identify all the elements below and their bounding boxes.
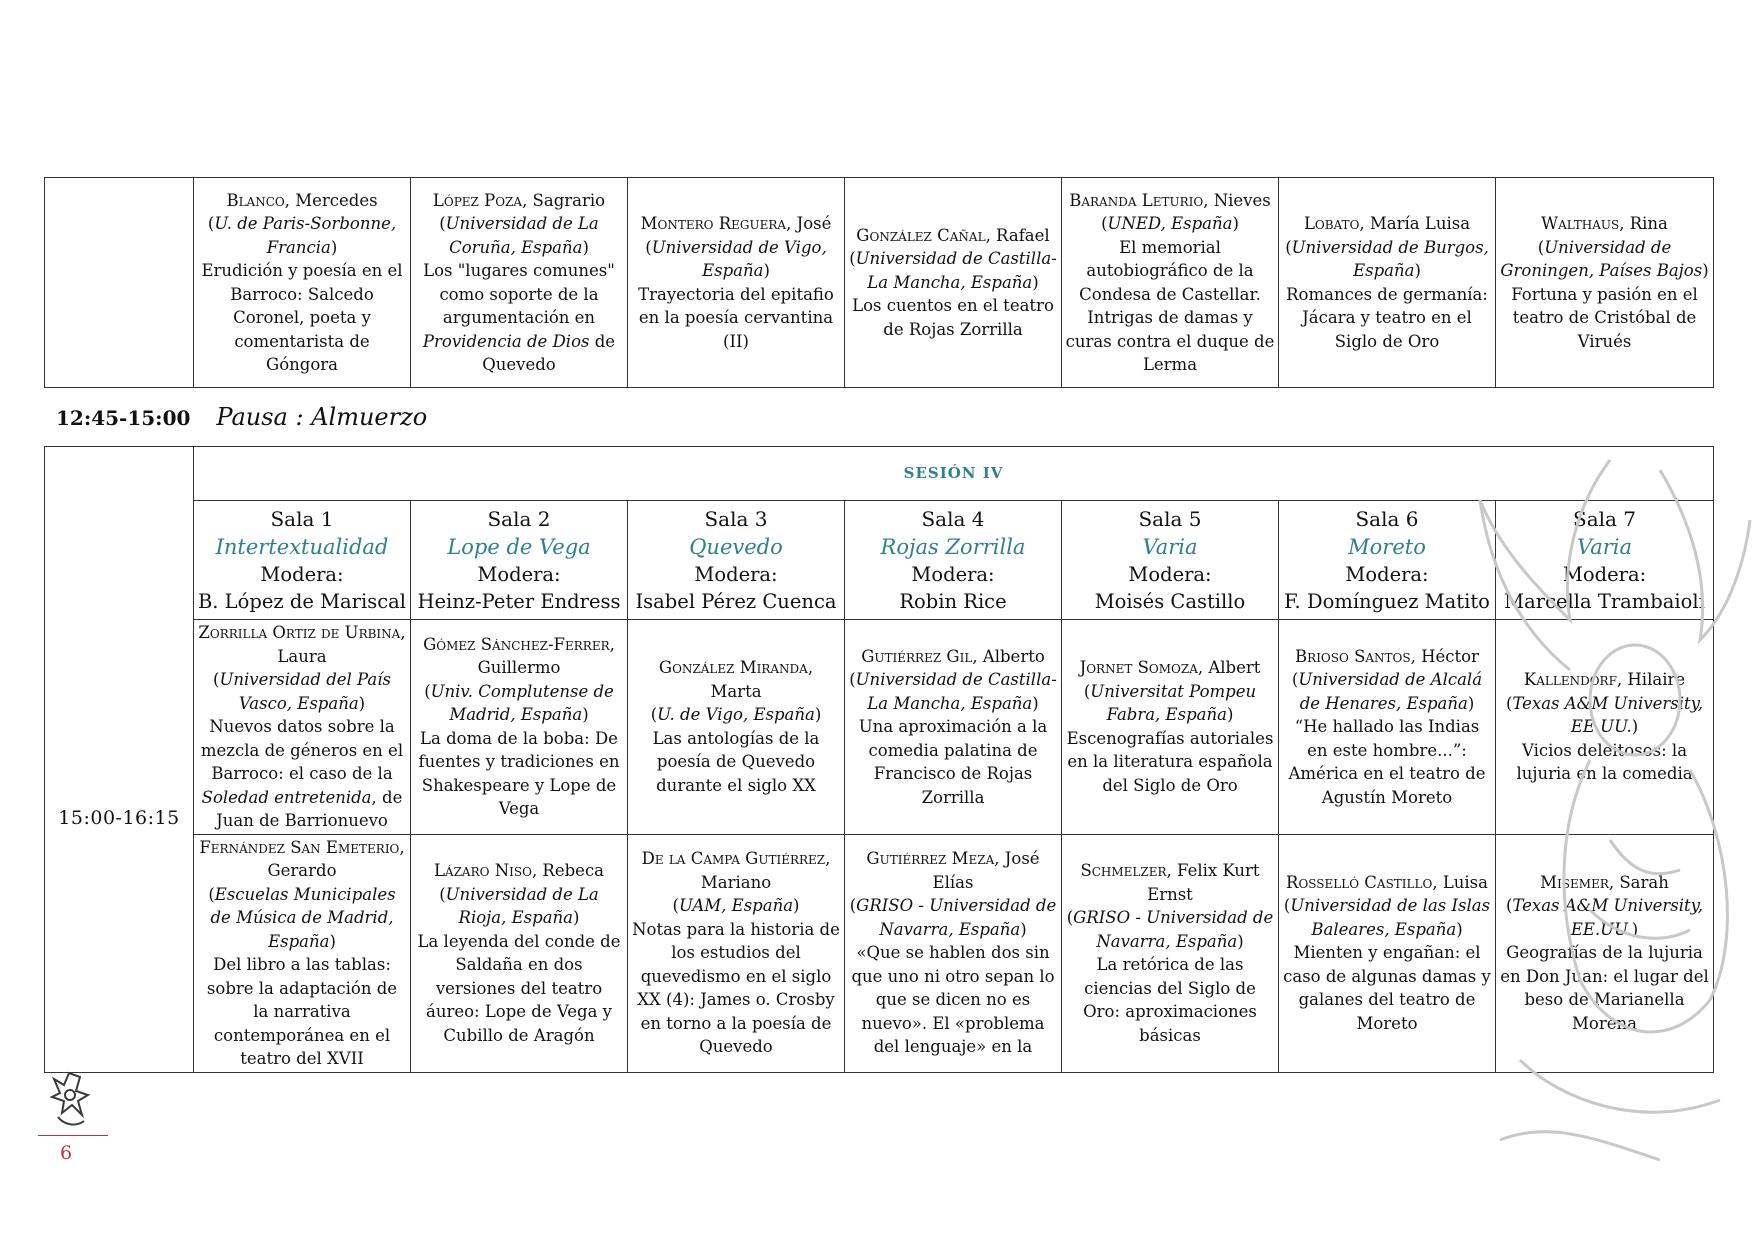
affiliation: Universitat Pompeu Fabra, España [1090,681,1257,725]
room-theme: Varia [1142,535,1198,559]
paper-title: Vicios deleitosos: la lujuria en la comedia [1516,740,1693,783]
affiliation: Univ. Complutense de Madrid, España [430,681,614,725]
author-surname: González Miranda [658,658,808,678]
affiliation: UNED, España [1107,214,1233,233]
author-surname: Rosselló Castillo [1286,872,1433,892]
paper-title: Geografías de la lujuria en Don Juan: el lugar del beso de Marianella Morena [1500,943,1709,1033]
affiliation: Universidad de Castilla-La Mancha, España [855,249,1057,292]
footer-rule [38,1135,108,1136]
moderator-name: F. Domínguez Matito [1284,590,1490,613]
author-surname: Zorrilla Ortiz de Urbina [198,623,401,642]
author-given-name: , Felix Kurt Ernst [1147,861,1260,904]
author-surname: Misemer [1540,872,1609,892]
paper-title: Una aproximación a la comedia palatina de Francisco de Rojas Zorrilla [858,717,1048,807]
room-cell [194,501,411,620]
paper-title: El memorial autobiográfico de la Condesa de Castellar. Intrigas de damas y curas contra el duque de Lerma [1065,237,1275,374]
author-given-name: , Alberto [972,646,1045,666]
affiliation: GRISO - Universidad de Navarra, España [856,896,1057,939]
affiliation: U. de Vigo, España [657,705,815,725]
affiliation-open: ( [213,670,220,689]
moderator-name: Isabel Pérez Cuenca [635,590,837,613]
paper-cell [194,834,411,1072]
affiliation-close: ) [358,693,366,713]
affiliation-open: ( [439,214,446,233]
affiliation-open: ( [650,705,658,725]
paper-cell [628,620,845,835]
moderator-label: Modera: [477,563,561,586]
author-surname: Jornet Somoza [1079,658,1198,678]
paper-title: Del libro a las tablas: sobre la adaptación de la narrativa contemporánea en el teatro del XVII [206,955,398,1068]
paper-title: Romances de germanía: Jácara y teatro en el Siglo de Oro [1286,284,1488,351]
affiliation: Texas A&M University, EE.UU. [1512,693,1704,736]
moderator-label: Modera: [1345,563,1429,586]
affiliation: GRISO - Universidad de Navarra, España [1073,908,1274,951]
affiliation-open: ( [1505,693,1513,713]
paper-cell [1496,178,1714,388]
paper-title: «Que se hablen dos sin que uno ni otro sepan lo que se dicen no es nuevo». El «problema del lenguaje» en la [851,943,1055,1057]
affiliation: Universidad de Alcalá de Henares, España [1298,670,1483,713]
affiliation-close: ) [1467,693,1475,713]
session-header-row [45,447,1714,501]
affiliation-open: ( [439,884,446,904]
affiliation-open: ( [208,884,215,904]
room-name: Sala 6 [1355,507,1419,531]
paper-title: Erudición y poesía en el Barroco: Salcedo Coronel, poeta y comentarista de Góngora [201,261,403,374]
paper-cell [628,834,845,1072]
room-name: Sala 1 [270,507,334,531]
affiliation-close: ) [763,261,770,280]
affiliation-close: ) [793,896,800,916]
paper-title: Mienten y engañan: el caso de algunas damas y galanes del teatro de Moreto [1283,943,1491,1033]
paper-row-2 [45,834,1714,1072]
author-surname: Montero Reguera [640,214,787,233]
paper-title: Fortuna y pasión en el teatro de Cristóbal de Virués [1511,284,1698,351]
paper-title-end: de Quevedo [482,331,616,374]
affiliation-close: ) [814,705,822,725]
author-given-name: , Guillermo [477,634,615,678]
paper-cell [845,178,1062,388]
moderator-name: Robin Rice [899,590,1007,613]
paper-title: La leyenda del conde de Saldaña en dos versiones del teatro áureo: Lope de Vega y Cubillo de Aragón [417,931,621,1045]
paper-cell [1062,178,1279,388]
author-given-name: , María Luisa [1359,214,1471,233]
room-cell [628,501,845,620]
affiliation: U. de Paris-Sorbonne, Francia [214,214,397,257]
room-name: Sala 3 [704,507,768,531]
affiliation-close: ) [1702,261,1709,280]
paper-title: La doma de la boba: De fuentes y tradiciones en Shakespeare y Lope de Vega [418,728,620,819]
affiliation-open: ( [672,896,679,916]
paper-title: “He hallado las Indias en este hombre...”: América en el teatro de Agustín Moreto [1288,717,1486,807]
room-cell [1279,501,1496,620]
author-given-name: , José [786,214,832,233]
author-surname: De la Campa Gutiérrez [641,849,826,869]
affiliation: Universidad del País Vasco, España [219,670,391,713]
author-surname: López Poza [432,190,523,210]
room-cell [1496,501,1714,620]
affiliation-open: ( [1083,681,1091,701]
paper-cell [1496,620,1714,835]
affiliation-close: ) [582,705,589,725]
affiliation-close: ) [330,237,338,257]
pause-time: 12:45-15:00 [56,406,191,430]
paper-title: Notas para la historia de los estudios del quevedismo en el siglo XX (4): James o. Crosby en torno a la poesía de Quevedo [632,919,840,1057]
author-given-name: , Albert [1197,658,1261,678]
affiliation-close: ) [1226,705,1234,725]
author-given-name: , Sarah [1608,872,1669,892]
author-given-name: , Marta [710,658,814,701]
affiliation-open: ( [1285,237,1292,257]
author-given-name: , Rafael [985,225,1050,245]
room-name: Sala 5 [1138,507,1202,531]
room-theme: Lope de Vega [447,535,591,559]
author-given-name: , Rebeca [531,861,605,880]
author-surname: González Cañal [856,225,986,245]
author-given-name: , Sagrario [522,190,606,210]
author-given-name: , Laura [277,623,406,666]
moderator-name: B. López de Mariscal [197,590,407,613]
affiliation-open: ( [849,249,856,269]
affiliation-close: ) [1414,261,1421,280]
pause-label: Pausa : Almuerzo [216,403,428,431]
paper-cell [194,620,411,835]
moderator-label: Modera: [1562,563,1647,586]
paper-title-italic: Soledad entretenida [201,787,372,807]
moderator-name: Marcella Trambaioli [1504,590,1705,613]
affiliation-open: ( [1066,908,1074,927]
paper-cell [194,178,411,388]
author-surname: Brioso Santos [1295,646,1411,666]
affiliation-close: ) [1456,919,1463,939]
affiliation: Universidad de La Rioja, España [445,884,599,927]
time-cell-empty [45,178,194,388]
time-cell [45,447,194,1073]
room-cell [845,501,1062,620]
paper-cell [845,620,1062,835]
affiliation: Universidad de Groningen, Países Bajos [1500,237,1703,280]
paper-row-1 [45,620,1714,835]
author-given-name: , Héctor [1410,646,1479,666]
author-given-name: , Rina [1619,214,1668,233]
affiliation: Texas A&M University, EE.UU. [1512,896,1704,939]
author-surname: Lobato [1303,214,1360,233]
paper-cell [845,834,1062,1072]
affiliation-close: ) [1237,931,1244,951]
affiliation-open: ( [424,681,431,701]
affiliation-open: ( [1283,896,1291,916]
author-given-name: , Hilaire [1616,670,1686,689]
session-table [44,446,1714,1073]
paper-cell [1062,620,1279,835]
affiliation-open: ( [1291,670,1299,689]
affiliation-open: ( [207,214,215,233]
affiliation-close: ) [1232,214,1239,233]
affiliation: Universidad de Castilla-La Mancha, España [855,670,1057,713]
room-name: Sala 7 [1573,507,1637,531]
affiliation-open: ( [1505,896,1513,916]
affiliation: Universidad de La Coruña, España [445,214,599,257]
affiliation: Universidad de Vigo, España [651,237,827,280]
paper-cell [411,834,628,1072]
affiliation-open: ( [1101,214,1108,233]
room-theme: Varia [1576,535,1633,559]
author-surname: Walthaus [1541,214,1620,233]
room-theme: Rojas Zorrilla [880,535,1026,559]
paper-cell [411,178,628,388]
top-row [45,178,1714,388]
author-surname: Gutiérrez Gil [861,646,973,666]
paper-title: La retórica de las ciencias del Siglo de Oro: aproximaciones básicas [1083,955,1257,1045]
room-cell [411,501,628,620]
paper-cell [1279,834,1496,1072]
paper-title: Los "lugares comunes" como soporte de la argumentación en [423,261,615,327]
author-given-name: , Nieves [1203,190,1271,210]
moderator-label: Modera: [694,563,778,586]
paper-title: Trayectoria del epitafio en la poesía cervantina (II) [638,284,834,351]
affiliation-open: ( [849,896,857,916]
affiliation: Universidad de Burgos, España [1291,237,1489,280]
moderator-label: Modera: [1128,563,1212,586]
affiliation-close: ) [1020,919,1027,939]
author-surname: Kallendorf [1523,670,1617,689]
author-surname: Baranda Leturio [1069,190,1204,210]
paper-title: Las antologías de la poesía de Quevedo durante el siglo XX [652,728,820,795]
room-theme: Quevedo [689,535,783,559]
affiliation-close: ) [1631,717,1639,736]
paper-title: Escenografías autoriales en la literatura española del Siglo de Oro [1066,728,1274,795]
paper-title-italic: Providencia de Dios [422,331,590,351]
paper-cell [628,178,845,388]
paper-cell [411,620,628,835]
rooms-row [45,501,1714,620]
pause-line [56,403,427,433]
affiliation-open: ( [849,670,856,689]
paper-title: Nuevos datos sobre la mezcla de géneros en el Barroco: el caso de la [200,717,404,783]
affiliation: UAM, España [678,896,794,916]
moderator-label: Modera: [260,563,344,586]
paper-cell [1062,834,1279,1072]
room-cell [1062,501,1279,620]
room-name: Sala 2 [487,507,551,531]
dragon-logo-icon [44,1065,94,1131]
moderator-name: Moisés Castillo [1094,590,1246,613]
session-label: SESIÓN IV [903,464,1004,483]
paper-title: Los cuentos en el teatro de Rojas Zorrilla [852,296,1054,339]
author-given-name: , Mercedes [284,190,378,210]
author-surname: Blanco [226,190,285,210]
moderator-label: Modera: [911,563,995,586]
affiliation: Universidad de las Islas Baleares, España [1290,896,1491,939]
room-theme: Intertextualidad [215,535,389,559]
page-number: 6 [60,1142,73,1164]
author-surname: Lázaro Niso [433,861,532,880]
affiliation-close: ) [1032,272,1039,292]
session-label-cell [194,447,1714,501]
affiliation: Escuelas Municipales de Música de Madrid, España [210,884,396,951]
author-given-name: , Gerardo [267,837,405,880]
paper-cell [1496,834,1714,1072]
author-given-name: , Mariano [700,849,831,892]
paper-cell [1279,178,1496,388]
author-given-name: , Luisa [1432,872,1488,892]
author-surname: Gómez Sánchez-Ferrer [423,634,610,654]
author-given-name: , José Elías [932,849,1040,892]
room-theme: Moreto [1348,535,1426,559]
author-surname: Gutiérrez Meza [866,849,995,869]
affiliation-close: ) [1631,919,1639,939]
room-name: Sala 4 [921,507,985,531]
affiliation-close: ) [573,908,580,927]
moderator-name: Heinz-Peter Endress [417,590,621,613]
paper-cell [1279,620,1496,835]
top-schedule-table [44,177,1714,388]
affiliation-open: ( [1537,237,1545,257]
affiliation-open: ( [645,237,652,257]
paper-title-end: , de Juan de Barrionuevo [216,787,403,830]
session-time: 15:00-16:15 [58,807,180,829]
affiliation-close: ) [1032,693,1039,713]
author-surname: Schmelzer [1080,861,1167,880]
affiliation-close: ) [329,931,336,951]
affiliation-close: ) [582,237,589,257]
author-surname: Fernández San Emeterio [199,837,400,857]
